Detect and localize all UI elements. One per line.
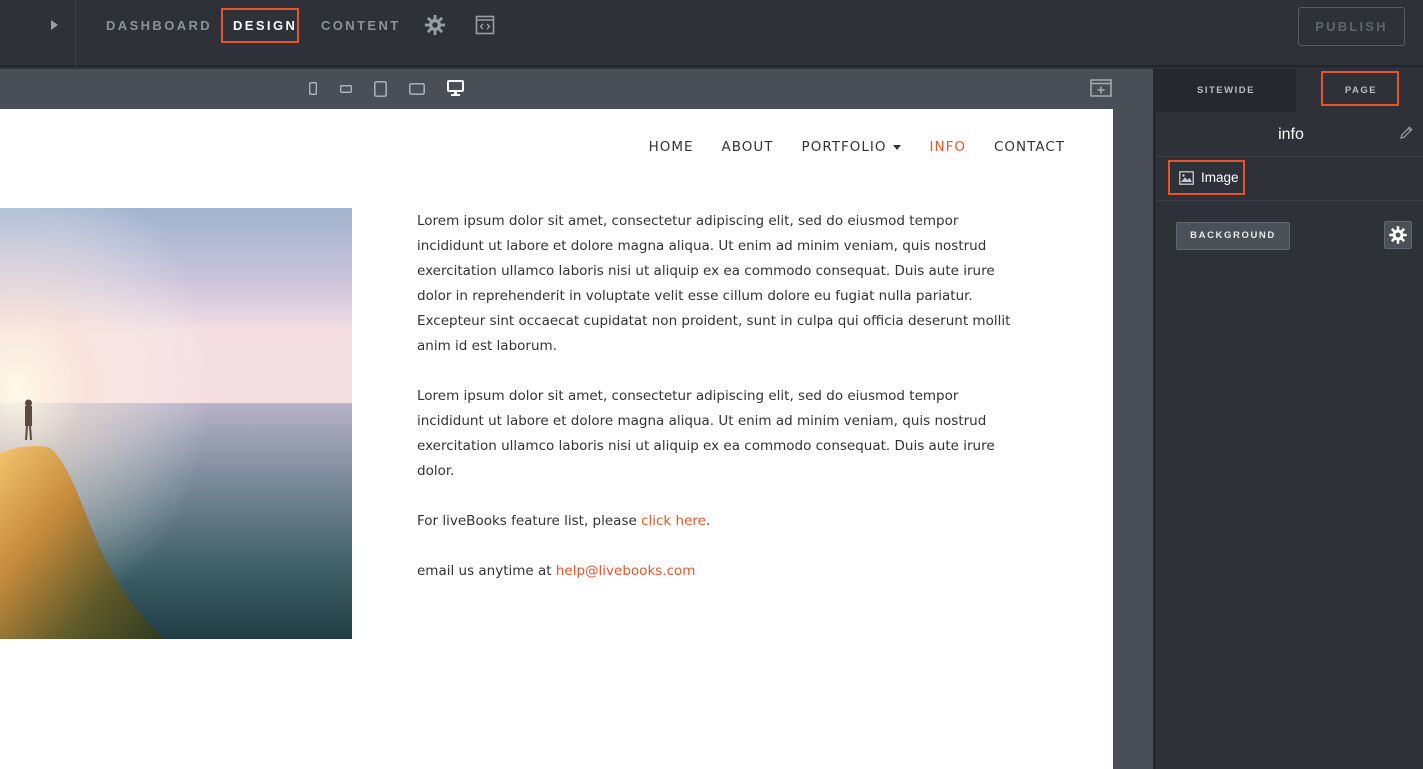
nav-content[interactable]: CONTENT xyxy=(321,18,401,33)
email-line xyxy=(417,559,1017,584)
top-toolbar xyxy=(0,0,1423,67)
click-here-link[interactable]: click here xyxy=(641,513,706,529)
image-highlight xyxy=(1168,160,1245,195)
chevron-down-icon xyxy=(893,145,901,150)
page-tab-highlight xyxy=(1321,71,1399,106)
tab-sitewide[interactable]: SITEWIDE xyxy=(1156,69,1296,112)
panel-title-row xyxy=(1156,112,1423,157)
site-nav-home[interactable]: HOME xyxy=(648,139,694,155)
site-nav-contact[interactable]: CONTACT xyxy=(993,139,1065,155)
phone-landscape-icon[interactable] xyxy=(340,85,352,93)
background-button[interactable]: BACKGROUND xyxy=(1176,222,1290,250)
hero-image[interactable] xyxy=(0,208,352,639)
site-nav-info[interactable]: INFO xyxy=(929,139,966,155)
tablet-landscape-icon[interactable] xyxy=(409,83,425,95)
paragraph-2: Lorem ipsum dolor sit amet, consectetur adipiscing elit, sed do eiusmod tempor incididunt ut labore et dolore magna aliqua. Ut enim ad minim veniam, quis nostrud exercitation ullamco laboris nisi ut aliquip ex ea commodo consequat. Duis aute irure dolor. xyxy=(417,388,995,479)
image-label: Image xyxy=(1201,170,1239,185)
desktop-icon[interactable] xyxy=(447,80,464,97)
email-prefix: email us anytime at xyxy=(417,563,556,579)
pencil-icon[interactable] xyxy=(1399,125,1414,140)
paragraph-1: Lorem ipsum dolor sit amet, consectetur adipiscing elit, sed do eiusmod tempor incididunt ut labore et dolore magna aliqua. Ut enim ad minim veniam, quis nostrud exercitation ullamco laboris nisi ut aliquip ex ea commodo consequat. Duis aute irure dolor in reprehenderit in voluptate velit esse cillum dolore eu fugiat nulla pariatur. Excepteur sint occaecat cupidatat non proident, sunt in culpa qui officia deserunt mollit anim id est laborum. xyxy=(417,213,1011,354)
site-nav-about[interactable]: ABOUT xyxy=(721,139,774,155)
canvas-area xyxy=(0,69,1153,769)
content-text xyxy=(417,209,1017,609)
device-toolbar xyxy=(0,69,1153,109)
play-icon[interactable] xyxy=(51,20,58,30)
design-highlight xyxy=(221,8,299,43)
nav-design[interactable]: DESIGN xyxy=(233,18,298,33)
feature-line xyxy=(417,509,1017,534)
preview-area xyxy=(0,0,76,67)
email-link[interactable]: help@livebooks.com xyxy=(555,563,696,579)
site-nav-portfolio-label: PORTFOLIO xyxy=(801,139,887,155)
site-nav xyxy=(649,139,1065,155)
site-nav-portfolio[interactable] xyxy=(802,139,902,155)
gear-icon[interactable] xyxy=(424,14,446,36)
gear-icon xyxy=(1388,225,1408,245)
feature-prefix: For liveBooks feature list, please xyxy=(417,513,642,529)
feature-suffix: . xyxy=(705,513,711,529)
background-settings-button[interactable] xyxy=(1384,221,1412,249)
page-preview xyxy=(0,109,1113,769)
publish-button[interactable]: PUBLISH xyxy=(1298,7,1405,46)
tablet-portrait-icon[interactable] xyxy=(374,81,387,97)
phone-portrait-icon[interactable] xyxy=(309,82,317,95)
page-title: info xyxy=(1278,126,1304,143)
settings-panel xyxy=(1153,69,1423,769)
tab-page[interactable]: PAGE xyxy=(1296,69,1423,112)
code-icon[interactable] xyxy=(475,15,495,35)
add-page-icon[interactable] xyxy=(1090,79,1112,97)
nav-dashboard[interactable]: DASHBOARD xyxy=(106,18,213,33)
